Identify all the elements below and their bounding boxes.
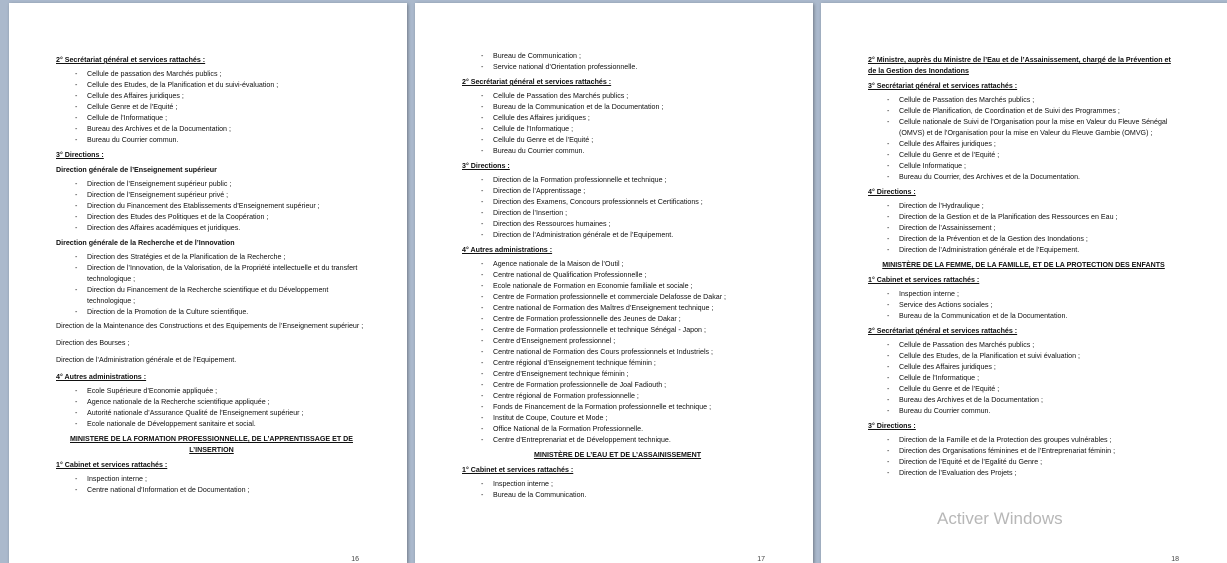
section-heading: 4° Autres administrations : <box>56 373 147 381</box>
list-item: - Bureau de Communication ; <box>462 51 773 62</box>
list-item: - Direction de l’Enseignement supérieur public ; <box>56 179 367 190</box>
section-heading: 4° Autres administrations : <box>462 246 553 254</box>
bullet-list <box>868 289 1179 322</box>
list-item: - Cellule de Passation des Marchés publics ; <box>868 95 1179 106</box>
list-item: - Fonds de Financement de la Formation professionnelle et technique ; <box>462 402 773 413</box>
page-number: 16 <box>351 556 359 563</box>
bullet-list <box>462 51 773 73</box>
bullet-list <box>462 479 773 501</box>
bullet-list <box>56 252 367 318</box>
list-item: - Agence nationale de la Recherche scientifique appliquée ; <box>56 397 367 408</box>
page-content <box>56 51 367 499</box>
list-item: - Direction de la Formation professionnelle et technique ; <box>462 175 773 186</box>
list-item: - Direction de l’Hydraulique ; <box>868 201 1179 212</box>
list-item: - Cellule du Genre et de l’Equité ; <box>868 384 1179 395</box>
section-heading: 3° Secrétariat général et services rattachés : <box>868 82 1018 90</box>
list-item: - Ecole Supérieure d’Economie appliquée ; <box>56 386 367 397</box>
list-item: - Cellule des Affaires juridiques ; <box>868 362 1179 373</box>
list-item: - Centre de Formation professionnelle de Joal Fadiouth ; <box>462 380 773 391</box>
bullet-list <box>868 435 1179 479</box>
list-item: - Ecole nationale de Formation en Economie familiale et sociale ; <box>462 281 773 292</box>
list-item: - Centre national de Formation des Maîtres d’Enseignement technique ; <box>462 303 773 314</box>
list-item: - Centre national d’Information et de Documentation ; <box>56 485 367 496</box>
list-item: - Direction de la Prévention et de la Gestion des Inondations ; <box>868 234 1179 245</box>
ministry-title: MINISTERE DE LA FORMATION PROFESSIONNELLE, DE L’APPRENTISSAGE ET DE L’INSERTION <box>70 435 353 454</box>
list-item: - Centre de Formation professionnelle des Jeunes de Dakar ; <box>462 314 773 325</box>
document-page-16 <box>9 3 407 563</box>
list-item: - Direction de l’Insertion ; <box>462 208 773 219</box>
list-item: - Bureau du Courrier commun. <box>56 135 367 146</box>
list-item: - Cellule de l’Informatique ; <box>462 124 773 135</box>
list-item: - Centre d’Enseignement technique féminin ; <box>462 369 773 380</box>
list-item: - Direction de la Promotion de la Culture scientifique. <box>56 307 367 318</box>
section-heading: 3° Directions : <box>462 162 510 170</box>
list-item: - Centre d’Enseignement professionnel ; <box>462 336 773 347</box>
document-page-17 <box>415 3 813 563</box>
list-item: - Direction de l’Administration générale et de l’Equipement. <box>868 245 1179 256</box>
list-item: - Cellule de l’Informatique ; <box>56 113 367 124</box>
bullet-list <box>868 95 1179 183</box>
list-item: - Direction des Affaires académiques et juridiques. <box>56 223 367 234</box>
section-heading: 2° Secrétariat général et services rattachés : <box>868 327 1018 335</box>
list-item: - Cellule nationale de Suivi de l’Organisation pour la mise en Valeur du Fleuve Sénégal (OMVS) et de l’Organisation pour la mise en Valeur du Fleuve Gambie (OMVG) ; <box>868 117 1179 139</box>
list-item: - Direction des Ressources humaines ; <box>462 219 773 230</box>
bullet-list <box>462 175 773 241</box>
list-item: - Bureau du Courrier, des Archives et de la Documentation. <box>868 172 1179 183</box>
list-item: - Direction du Financement des Etablissements d’Enseignement supérieur ; <box>56 201 367 212</box>
section-heading: 3° Directions : <box>56 151 104 159</box>
section-heading: 3° Directions : <box>868 422 916 430</box>
list-item: - Direction de l’Administration générale et de l’Equipement. <box>462 230 773 241</box>
list-item: - Direction de l’Enseignement supérieur privé ; <box>56 190 367 201</box>
list-item: - Cellule de Passation des Marchés publics ; <box>868 340 1179 351</box>
list-item: - Direction des Stratégies et de la Planification de la Recherche ; <box>56 252 367 263</box>
bullet-list <box>56 179 367 234</box>
list-item: - Direction de l’Assainissement ; <box>868 223 1179 234</box>
list-item: - Service des Actions sociales ; <box>868 300 1179 311</box>
ministry-title: MINISTÈRE DE LA FEMME, DE LA FAMILLE, ET DE LA PROTECTION DES ENFANTS <box>882 261 1165 269</box>
list-item: - Direction de l’Equité et de l’Egalité du Genre ; <box>868 457 1179 468</box>
list-item: - Service national d’Orientation professionnelle. <box>462 62 773 73</box>
paragraph: Direction de la Maintenance des Constructions et des Equipements de l’Enseignement supérieur ; <box>56 322 364 330</box>
section-heading: 1° Cabinet et services rattachés : <box>56 461 168 469</box>
list-item: - Direction de l’Evaluation des Projets ; <box>868 468 1179 479</box>
list-item: - Cellule des Affaires juridiques ; <box>462 113 773 124</box>
list-item: - Cellule Genre et de l’Equité ; <box>56 102 367 113</box>
list-item: - Autorité nationale d’Assurance Qualité de l’Enseignement supérieur ; <box>56 408 367 419</box>
list-item: - Bureau de la Communication et de la Documentation ; <box>462 102 773 113</box>
list-item: - Cellule de Planification, de Coordination et de Suivi des Programmes ; <box>868 106 1179 117</box>
bullet-list <box>56 474 367 496</box>
list-item: - Cellule des Etudes, de la Planification et suivi évaluation ; <box>868 351 1179 362</box>
list-item: - Cellule Informatique ; <box>868 161 1179 172</box>
list-item: - Office National de la Formation Professionnelle. <box>462 424 773 435</box>
list-item: - Institut de Coupe, Couture et Mode ; <box>462 413 773 424</box>
subsection-heading: Direction générale de l’Enseignement supérieur <box>56 166 217 174</box>
list-item: - Cellule des Etudes, de la Planification et du suivi-évaluation ; <box>56 80 367 91</box>
page-number: 18 <box>1171 556 1179 563</box>
list-item: - Centre national de Qualification Professionnelle ; <box>462 270 773 281</box>
bullet-list <box>56 69 367 146</box>
page-content <box>868 51 1179 482</box>
list-item: - Cellule des Affaires juridiques ; <box>868 139 1179 150</box>
list-item: - Inspection interne ; <box>462 479 773 490</box>
ministry-title: MINISTÈRE DE L’EAU ET DE L’ASSAINISSEMENT <box>533 451 702 459</box>
list-item: - Centre de Formation professionnelle et commerciale Delafosse de Dakar ; <box>462 292 773 303</box>
list-item: - Direction des Organisations féminines et de l’Entreprenariat féminin ; <box>868 446 1179 457</box>
list-item: - Centre national de Formation des Cours professionnels et Industriels ; <box>462 347 773 358</box>
bullet-list <box>462 259 773 446</box>
list-item: - Direction de l’Innovation, de la Valorisation, de la Propriété intellectuelle et du transfert technologique ; <box>56 263 367 285</box>
section-heading: 1° Cabinet et services rattachés : <box>462 466 574 474</box>
bullet-list <box>56 386 367 430</box>
list-item: - Bureau du Courrier commun. <box>868 406 1179 417</box>
list-item: - Inspection interne ; <box>868 289 1179 300</box>
section-heading: 2° Secrétariat général et services rattachés : <box>56 56 206 64</box>
list-item: - Direction des Examens, Concours professionnels et Certifications ; <box>462 197 773 208</box>
document-page-18 <box>821 3 1227 563</box>
list-item: - Ecole nationale de Développement sanitaire et social. <box>56 419 367 430</box>
list-item: - Cellule de passation des Marchés publics ; <box>56 69 367 80</box>
list-item: - Centre régional d’Enseignement technique féminin ; <box>462 358 773 369</box>
list-item: - Centre de Formation professionnelle et technique Sénégal - Japon ; <box>462 325 773 336</box>
list-item: - Direction de la Gestion et de la Planification des Ressources en Eau ; <box>868 212 1179 223</box>
list-item: - Cellule du Genre et de l’Equité ; <box>868 150 1179 161</box>
list-item: - Inspection interne ; <box>56 474 367 485</box>
section-heading: 2° Ministre, auprès du Ministre de l’Eau et de l’Assainissement, chargé de la Prévention et de la Gestion des Inondations <box>868 56 1171 75</box>
list-item: - Cellule de Passation des Marchés publics ; <box>462 91 773 102</box>
list-item: - Bureau de la Communication. <box>462 490 773 501</box>
list-item: - Bureau de la Communication et de la Documentation. <box>868 311 1179 322</box>
bullet-list <box>868 201 1179 256</box>
bullet-list <box>462 91 773 157</box>
section-heading: 2° Secrétariat général et services rattachés : <box>462 78 612 86</box>
page-content <box>462 51 773 504</box>
list-item: - Bureau des Archives et de la Documentation ; <box>56 124 367 135</box>
section-heading: 4° Directions : <box>868 188 916 196</box>
list-item: - Cellule de l’Informatique ; <box>868 373 1179 384</box>
list-item: - Direction du Financement de la Recherche scientifique et du Développement technologique ; <box>56 285 367 307</box>
list-item: - Centre régional de Formation professionnelle ; <box>462 391 773 402</box>
paragraph: Direction des Bourses ; <box>56 339 130 347</box>
list-item: - Cellule des Affaires juridiques ; <box>56 91 367 102</box>
list-item: - Bureau du Courrier commun. <box>462 146 773 157</box>
activation-watermark: Activer Windows <box>937 509 1063 528</box>
section-heading: 1° Cabinet et services rattachés : <box>868 276 980 284</box>
bullet-list <box>868 340 1179 417</box>
list-item: - Centre d’Entreprenariat et de Développement technique. <box>462 435 773 446</box>
list-item: - Direction de l’Apprentissage ; <box>462 186 773 197</box>
page-number: 17 <box>757 556 765 563</box>
list-item: - Direction de la Famille et de la Protection des groupes vulnérables ; <box>868 435 1179 446</box>
paragraph: Direction de l’Administration générale et de l’Equipement. <box>56 356 237 364</box>
list-item: - Agence nationale de la Maison de l’Outil ; <box>462 259 773 270</box>
subsection-heading: Direction générale de la Recherche et de l’Innovation <box>56 239 235 247</box>
list-item: - Bureau des Archives et de la Documentation ; <box>868 395 1179 406</box>
list-item: - Direction des Etudes des Politiques et de la Coopération ; <box>56 212 367 223</box>
list-item: - Cellule du Genre et de l’Equité ; <box>462 135 773 146</box>
